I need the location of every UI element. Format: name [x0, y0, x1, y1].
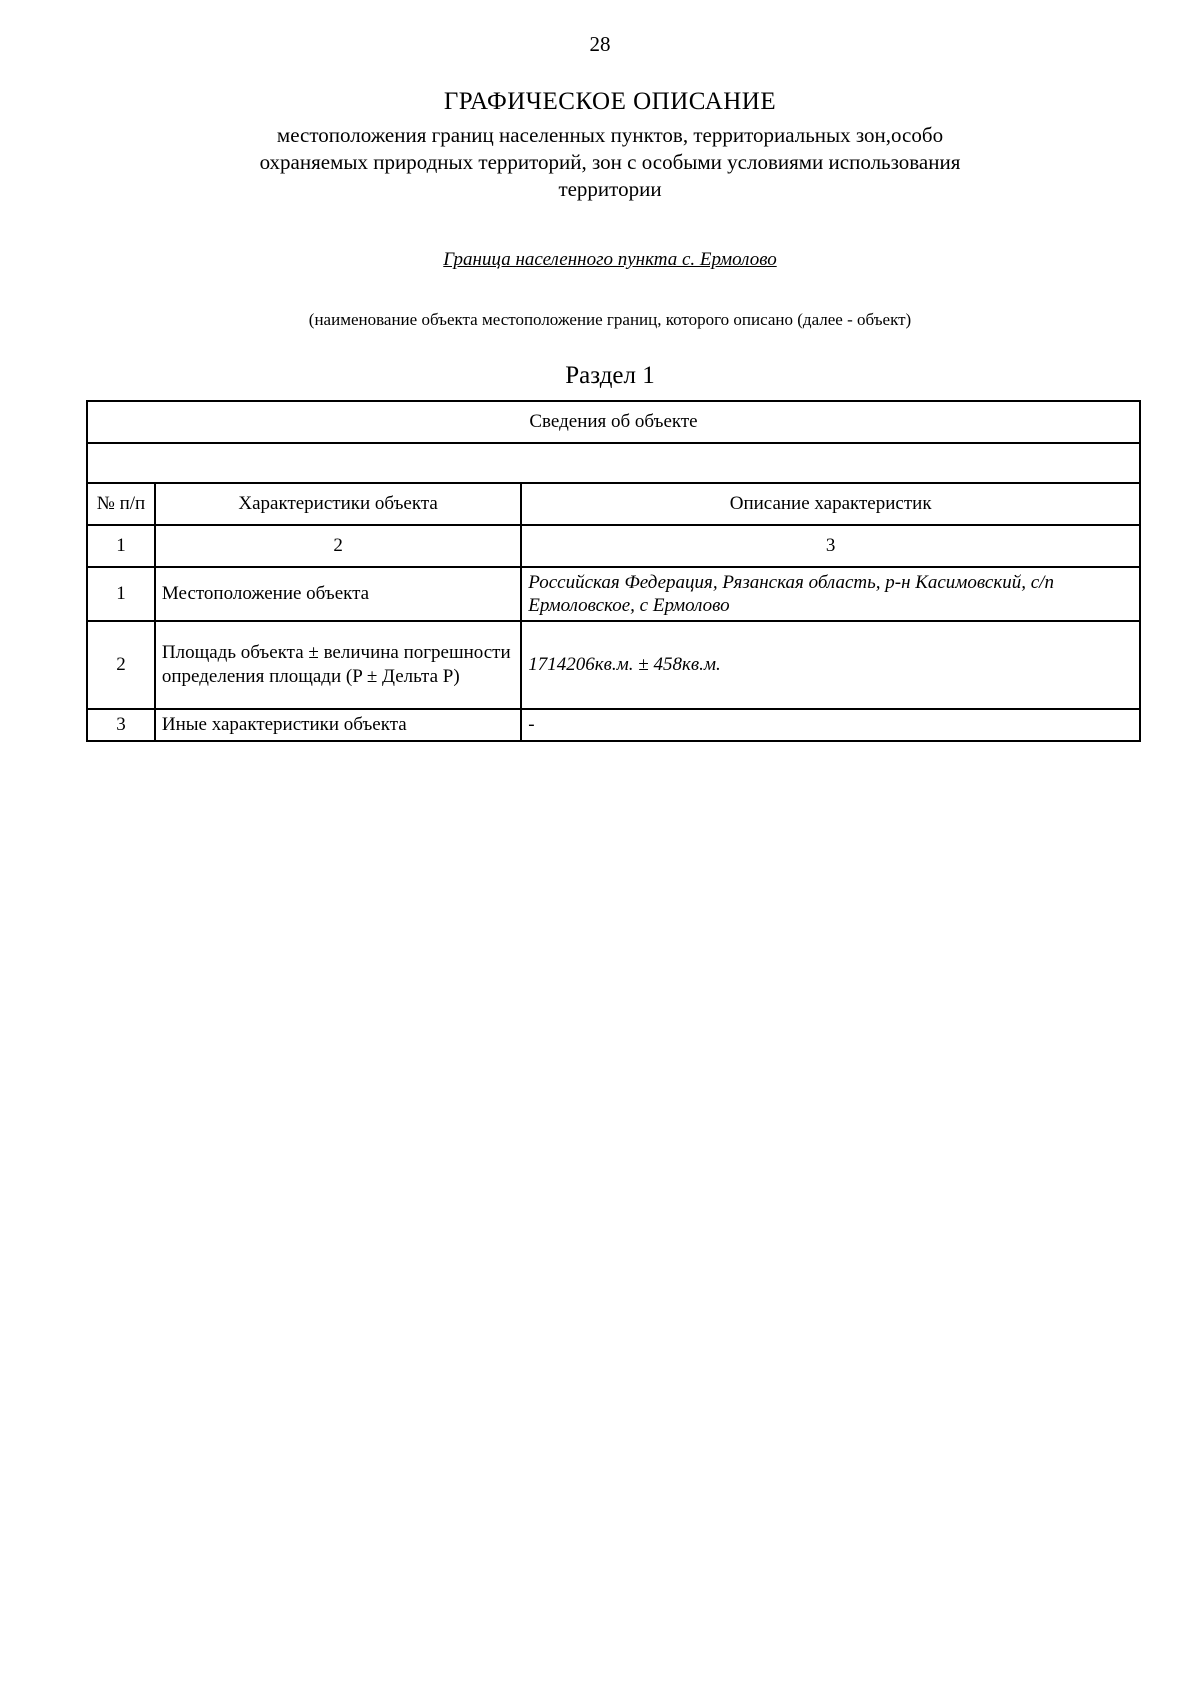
row-description: - — [521, 709, 1140, 741]
row-description: Российская Федерация, Рязанская область, р-н Касимовский, с/п Ермоловское, с Ермолово — [521, 567, 1140, 621]
row-characteristic: Площадь объекта ± величина погрешности определения площади (P ± Дельта P) — [155, 621, 521, 709]
document-title: ГРАФИЧЕСКОЕ ОПИСАНИЕ — [443, 88, 777, 115]
document-subtitle: местоположения границ населенных пунктов, территориальных зон,особо охраняемых природных территорий, зон с особыми условиями использования территории — [259, 123, 961, 201]
row-number: 3 — [87, 709, 155, 741]
column-header-characteristic: Характеристики объекта — [155, 483, 521, 525]
column-number: 2 — [155, 525, 521, 567]
row-number: 1 — [87, 567, 155, 621]
object-info-table — [86, 400, 1141, 742]
row-characteristic: Местоположение объекта — [155, 567, 521, 621]
object-caption: (наименование объекта местоположение границ, которого описано (далее - объект) — [308, 310, 912, 329]
column-header-description: Описание характеристик — [521, 483, 1140, 525]
table-row — [87, 567, 1140, 621]
column-numbers-row — [87, 525, 1140, 567]
table-row — [87, 621, 1140, 709]
table-header-row — [87, 483, 1140, 525]
row-number: 2 — [87, 621, 155, 709]
table-blank-row — [87, 443, 1140, 483]
page-number: 28 — [589, 32, 611, 56]
section-title: Раздел 1 — [565, 362, 655, 389]
table-heading: Сведения об объекте — [87, 401, 1140, 443]
table-row — [87, 709, 1140, 741]
row-characteristic: Иные характеристики объекта — [155, 709, 521, 741]
column-header-number: № п/п — [87, 483, 155, 525]
column-number: 3 — [521, 525, 1140, 567]
row-description: 1714206кв.м. ± 458кв.м. — [521, 621, 1140, 709]
object-name: Граница населенного пункта с. Ермолово — [443, 249, 777, 270]
column-number: 1 — [87, 525, 155, 567]
